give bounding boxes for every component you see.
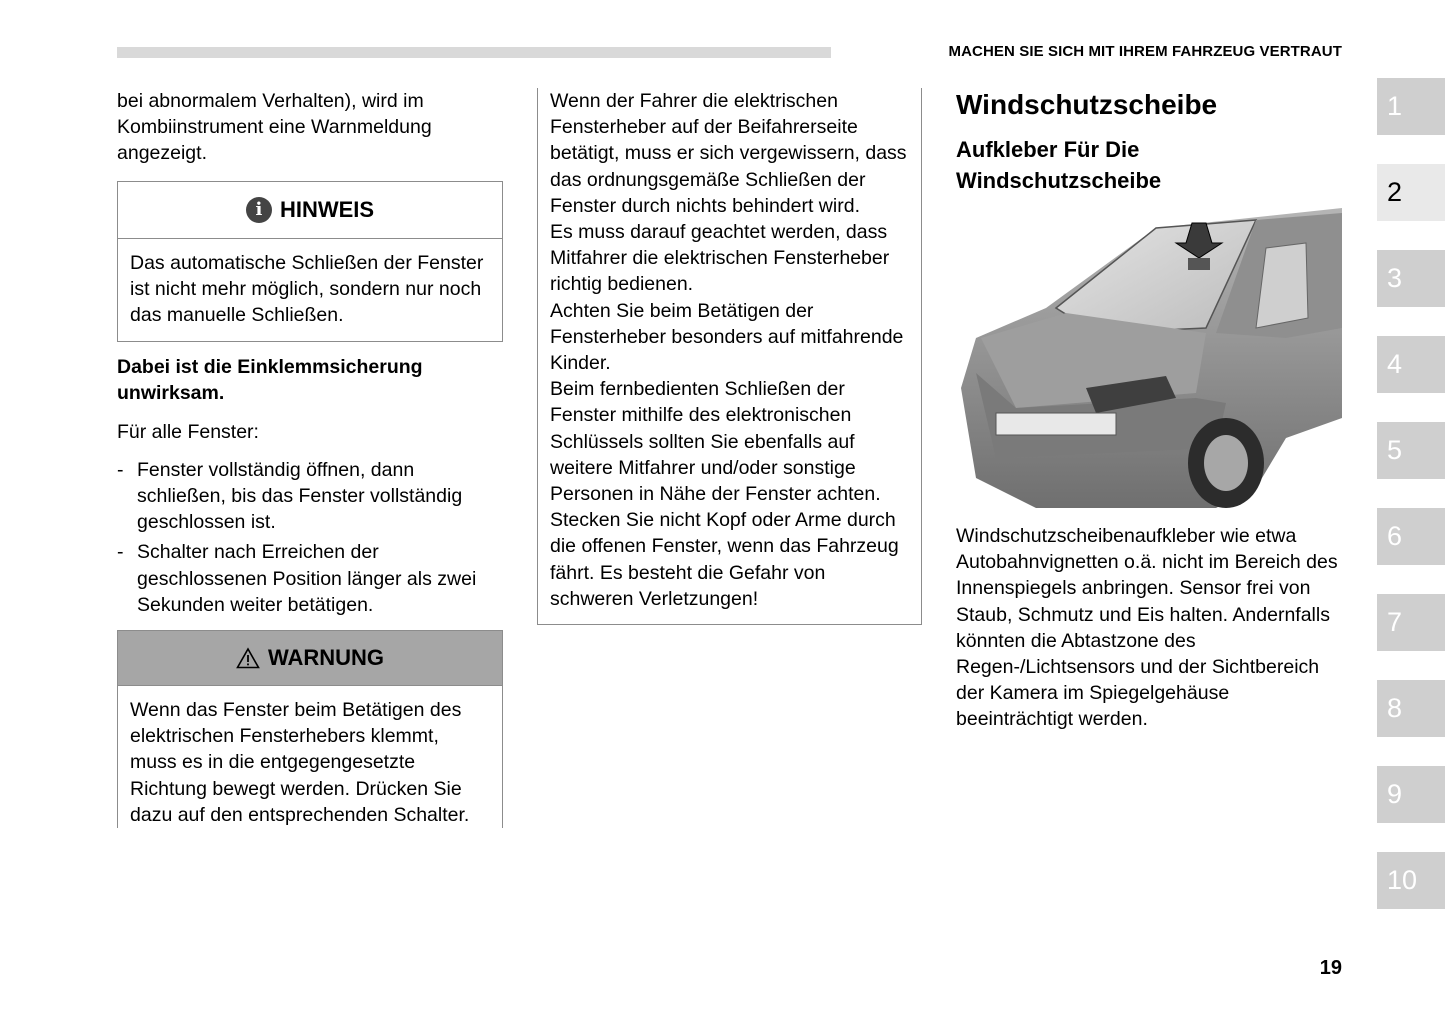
column-2 [537, 88, 922, 625]
paragraph: Wenn der Fahrer die elektrischen Fensterheber auf der Beifahrerseite betätigt, muss er sich vergewissern, dass das ordnungsgemäße Schließen der Fenster durch nichts behindert wird. [550, 90, 907, 217]
paragraph: Für alle Fenster: [117, 420, 259, 443]
bold-paragraph: Dabei ist die Einklemmsicherung unwirksam. [117, 356, 423, 405]
hinweis-box [117, 181, 503, 343]
column-1 [117, 88, 503, 828]
hinweis-body: Das automatische Schließen der Fenster ist nicht mehr möglich, sondern nur noch das manuelle Schließen. [130, 251, 484, 327]
intro-text: bei abnormalem Verhalten), wird im Kombiinstrument eine Warnmeldung angezeigt. [117, 90, 432, 165]
hinweis-title: HINWEIS [279, 196, 375, 222]
chapter-tab-10[interactable]: 10 [1377, 852, 1445, 909]
chapter-tab-6[interactable]: 6 [1377, 508, 1445, 565]
chapter-tab-5[interactable]: 5 [1377, 422, 1445, 479]
paragraph: Es muss darauf geachtet werden, dass Mitfahrer die elektrischen Fensterheber richtig bedienen. [550, 221, 890, 296]
chapter-tab-8[interactable]: 8 [1377, 680, 1445, 737]
page-number: 19 [1319, 957, 1342, 979]
paragraph: Stecken Sie nicht Kopf oder Arme durch die offenen Fenster, wenn das Fahrzeug fährt. Es besteht die Gefahr von schweren Verletzungen! [550, 509, 899, 610]
figure-caption: Windschutzscheibenaufkleber wie etwa Autobahnvignetten o.ä. nicht im Bereich des Innenspiegels anbringen. Sensor frei von Staub, Schmutz und Eis halten. Andernfalls könnten die Abtastzone des Regen-/Lichtsensors und der Sichtbereich der Kamera im Spiegelgehäuse beeinträchtigt werden. [956, 525, 1338, 731]
list-item: - Fenster vollständig öffnen, dann schließen, bis das Fenster vollständig geschlossen ist. [117, 457, 503, 536]
warnung-header [118, 631, 502, 686]
chapter-tab-4[interactable]: 4 [1377, 336, 1445, 393]
chapter-tab-3[interactable]: 3 [1377, 250, 1445, 307]
hinweis-header [118, 182, 502, 239]
paragraph: Beim fernbedienten Schließen der Fenster mithilfe des elektronischen Schlüssels sollten Sie ebenfalls auf weitere Mitfahrer und/oder sonstige Personen in Nähe der Fenster achten. [550, 378, 881, 506]
section-title: Windschutzscheibe [956, 89, 1218, 120]
chapter-tab-1[interactable]: 1 [1377, 78, 1445, 135]
warnung-continuation-box [537, 88, 922, 625]
warning-triangle-icon [236, 647, 260, 669]
instruction-list [117, 457, 503, 618]
chapter-tab-7[interactable]: 7 [1377, 594, 1445, 651]
column-3 [956, 88, 1342, 733]
chapter-tab-9[interactable]: 9 [1377, 766, 1445, 823]
subsection-title: Aufkleber Für Die Windschutzscheibe [956, 137, 1162, 193]
warnung-title: WARNUNG [267, 644, 385, 670]
warnung-box [117, 630, 503, 828]
list-item: - Schalter nach Erreichen der geschlossenen Position länger als zwei Sekunden weiter betätigen. [117, 539, 503, 618]
chapter-title: MACHEN SIE SICH MIT IHREM FAHRZEUG VERTRAUT [948, 43, 1342, 60]
paragraph: Achten Sie beim Betätigen der Fensterheber besonders auf mitfahrende Kinder. [550, 299, 904, 375]
info-icon: i [246, 197, 272, 223]
chapter-tab-2[interactable]: 2 [1377, 164, 1445, 221]
header-rule [117, 47, 831, 58]
warnung-body: Wenn das Fenster beim Betätigen des elektrischen Fensterhebers klemmt, muss es in die entgegengesetzte Richtung bewegt werden. Drücken Sie dazu auf den entsprechenden Schalter. [130, 699, 470, 826]
car-windshield-illustration [956, 208, 1342, 513]
